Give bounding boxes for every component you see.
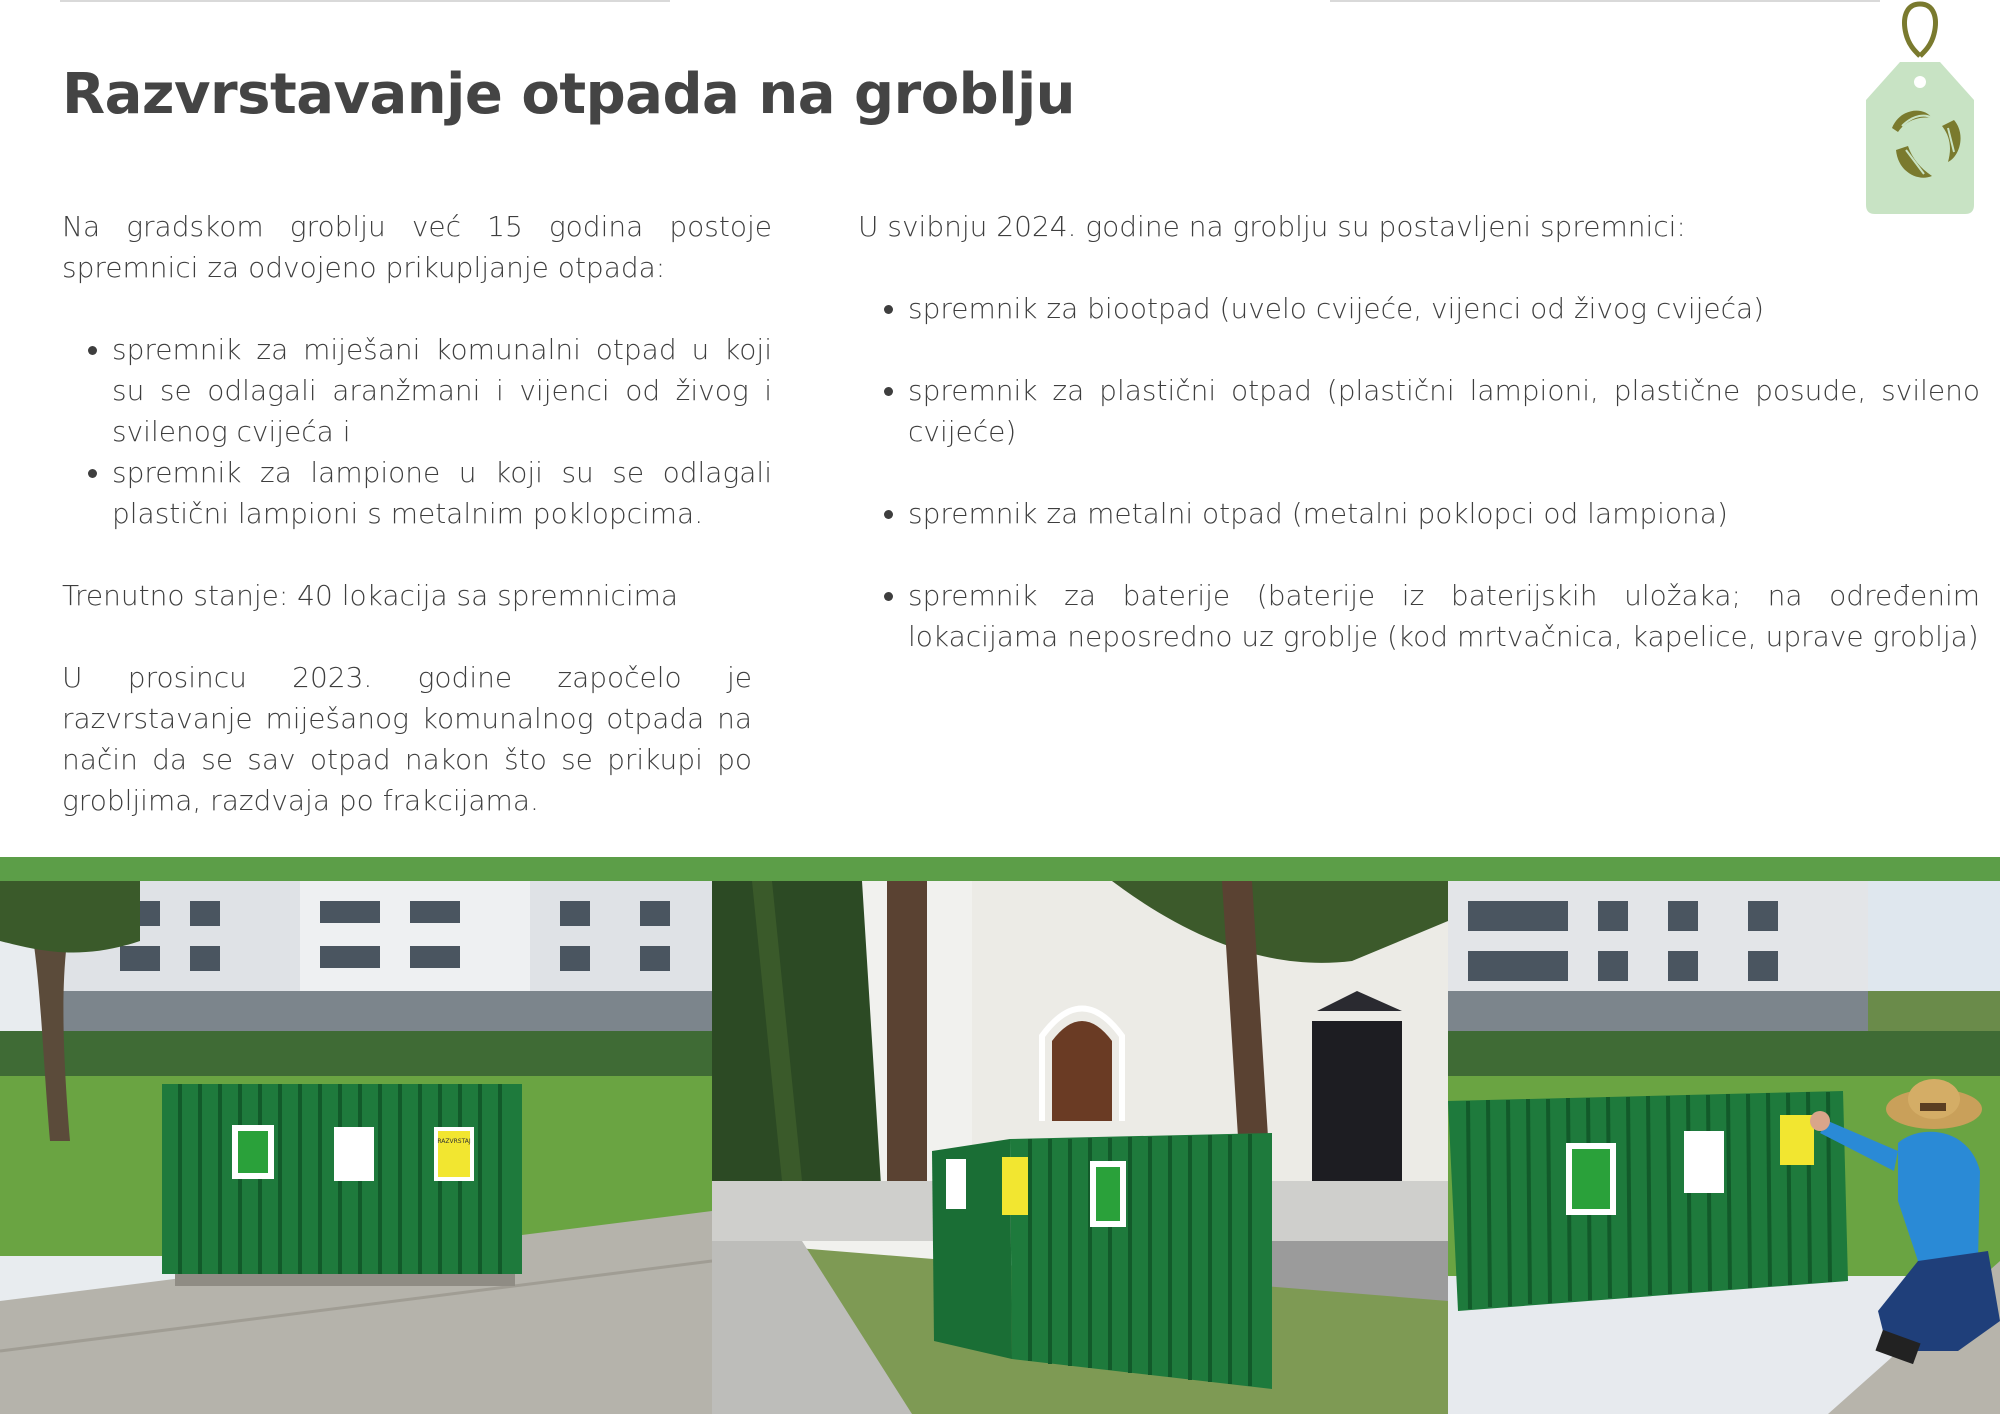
top-divider-left [60,0,670,2]
photo-strip [0,881,2000,1414]
list-item: • spremnik za biootpad (uvelo cvijeće, vijenci od živog cvijeća) [908,288,1980,329]
left-column [62,206,772,821]
status-text: Trenutno stanje: 40 lokacija sa spremnicima [62,579,679,612]
right-column [858,206,1980,657]
list-item: • spremnik za lampione u koji su se odlagali plastični lampioni s metalnim poklopcima. [112,452,772,534]
top-divider-right [1330,0,1880,2]
photo-container-chapel [712,881,1448,1414]
right-bullet-list [858,288,1980,657]
green-divider-band [0,857,2000,881]
list-item: • spremnik za plastični otpad (plastični lampioni, plastične posude, svileno cvijeće) [908,370,1980,452]
photo-container-worker [1448,881,2000,1414]
left-bullet-list [62,329,772,534]
sign-label: RAZVRSTAJ [437,1138,471,1145]
list-item: • spremnik za metalni otpad (metalni poklopci od lampiona) [908,493,1980,534]
left-intro: Na gradskom groblju već 15 godina postoje spremnici za odvojeno prikupljanje otpada: [62,210,772,284]
list-item: • spremnik za miješani komunalni otpad u koji su se odlagali aranžmani i vijenci od živog i svilenog cvijeća i [112,329,772,452]
left-closing-paragraph: U prosincu 2023. godine započelo je razvrstavanje miješanog komunalnog otpada na način da se sav otpad nakon što se prikupi po grobljima, razdvaja po frakcijama. [62,661,752,817]
right-intro: U svibnju 2024. godine na groblju su postavljeni spremnici: [858,210,1686,243]
page-title: Razvrstavanje otpada na groblju [62,62,1076,127]
list-item: • spremnik za baterije (baterije iz baterijskih uložaka; na određenim lokacijama neposredno uz groblje (kod mrtvačnica, kapelice, uprave groblja) [908,575,1980,657]
recycle-leaves-tag-icon [1862,0,1978,216]
photo-container-park [0,881,712,1414]
